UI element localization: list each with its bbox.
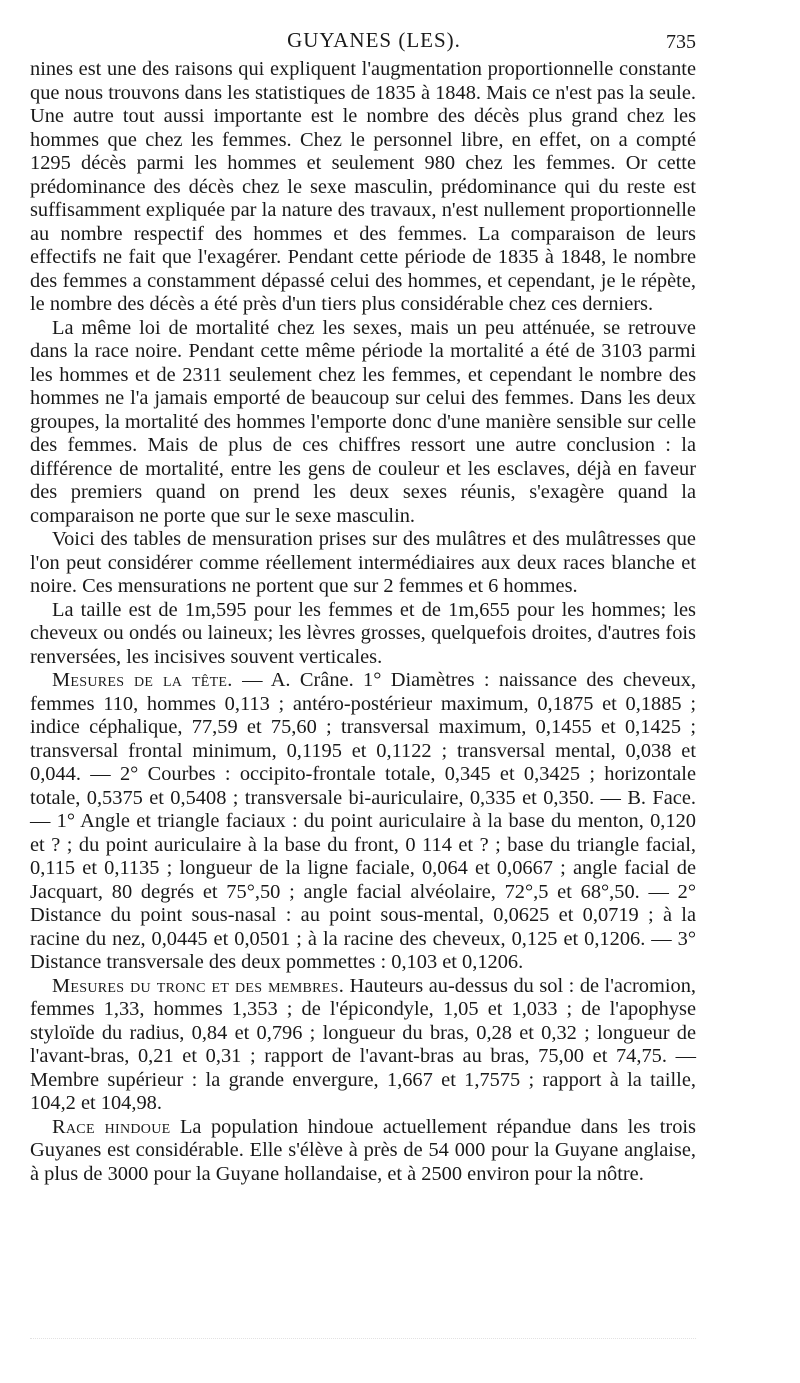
section-head-mesures-tronc: Mesures du tronc et des membres. xyxy=(52,974,345,997)
running-head xyxy=(30,18,696,58)
mesures-tronc-text: Hauteurs au-dessus du sol : de l'acromion, femmes 1,33, hommes 1,353 ; de l'épicondyle, 1,05 et 1,033 ; de l'apophyse styloïde du radius, 0,84 et 0,796 ; longueur du bras, 0,28 et 0,32 ; longueur de l'avant-bras, 0,21 et 0,31 ; rapport de l'avant-bras au bras, 75,00 et 74,75. — Membre supérieur : la grande envergure, 1,667 et 1,7575 ; rapport à la taille, 104,2 et 104,98. xyxy=(30,974,696,1114)
mesures-tete-text: — A. Crâne. 1° Diamètres : naissance des cheveux, femmes 110, hommes 0,113 ; antéro-postérieur maximum, 0,1875 et 0,1885 ; indice céphalique, 77,59 et 75,60 ; transversal maximum, 0,1455 et 0,1425 ; transversal frontal minimum, 0,1195 et 0,1122 ; transversal mental, 0,038 et 0,044. — 2° Courbes : occipito-frontale totale, 0,345 et 0,3425 ; horizontale totale, 0,5375 et 0,5408 ; transversale bi-auriculaire, 0,335 et 0,350. — B. Face. — 1° Angle et triangle faciaux : du point auriculaire à la base du menton, 0,120 et ? ; du point auriculaire à la base du front, 0 114 et ? ; base du triangle facial, 0,115 et 0,1135 ; longueur de la ligne faciale, 0,064 et 0,0667 ; angle facial de Jacquart, 80 degrés et 75°,50 ; angle facial alvéolaire, 72°,5 et 68°,50. — 2° Distance du point sous-nasal : au point sous-mental, 0,0625 et 0,0719 ; à la racine du nez, 0,0445 et 0,0501 ; à la racine des cheveux, 0,125 et 0,1206. — 3° Distance transversale des deux pommettes : 0,103 et 0,1206. xyxy=(30,669,696,973)
paragraph-mensuration-intro: Voici des tables de mensuration prises sur des mulâtres et des mulâtresses que l'on peut considérer comme réellement intermédiaires aux deux races blanche et noire. Ces mensurations ne portent que sur 2 femmes et 6 hommes. xyxy=(30,528,696,597)
paragraph-taille: La taille est de 1m,595 pour les femmes et de 1m,655 pour les hommes; les cheveux ou ondés ou laineux; les lèvres grosses, quelquefois droites, d'autres fois renversées, les incisives souvent verticales. xyxy=(30,598,696,668)
section-head-race-hindoue: Race hindoue xyxy=(52,1115,171,1138)
race-hindoue-text: La population hindoue actuellement répandue dans les trois Guyanes est considérable. Elle s'élève à près de 54 000 pour la Guyane anglaise, à plus de 3000 pour la Guyane hollandaise, et à 2500 environ pour la nôtre. xyxy=(30,1115,696,1185)
body-text xyxy=(30,58,696,1186)
paragraph-mesures-tronc xyxy=(30,975,696,1116)
paragraph-continuation: nines est une des raisons qui expliquent l'augmentation proportionnelle constante que nous trouvons dans les statistiques de 1835 à 1848. Mais ce n'est pas la seule. Une autre tout aussi importante est le nombre des décès plus grand chez les hommes que chez les femmes. Chez le personnel libre, en effet, on a compté 1295 décès parmi les hommes et seulement 980 chez les femmes. Or cette prédominance des décès chez le sexe masculin, prédominance qui du reste est suffisamment expliquée par la nature des travaux, n'est nullement proportionnelle au nombre respectif des hommes et des femmes. La comparaison de leurs effectifs ne fait que l'exagérer. Pendant cette période de 1835 à 1848, le nombre des femmes a constamment dépassé celui des hommes, et cependant, je le répète, le nombre des décès a été près d'un tiers plus considérable chez ces derniers. xyxy=(30,58,696,315)
footer-bleed-marks xyxy=(30,1338,696,1349)
section-head-mesures-tete: Mesures de la tête. xyxy=(52,669,233,691)
paragraph-race-hindoue xyxy=(30,1116,696,1187)
paragraph-mortality-race-noire: La même loi de mortalité chez les sexes, mais un peu atténuée, se retrouve dans la race noire. Pendant cette même période la mortalité a été de 3103 parmi les hommes et de 2311 seulement chez les femmes, et cependant le nombre des hommes ne l'a jamais emporté de beaucoup sur celui des femmes. Dans les deux groupes, la mortalité des hommes l'emporte donc d'une manière sensible sur celle des femmes. Mais de plus de ces chiffres ressort une autre conclusion : la différence de mortalité, entre les gens de couleur et les esclaves, déjà en faveur des premiers quand on prend les deux sexes réunis, s'exagère quand la comparaison ne porte que sur le sexe masculin. xyxy=(30,316,696,527)
paragraph-mesures-tete xyxy=(30,669,696,975)
document-page xyxy=(30,18,696,1186)
page-number: 735 xyxy=(666,31,696,53)
running-title: GUYANES (LES). xyxy=(287,28,461,52)
